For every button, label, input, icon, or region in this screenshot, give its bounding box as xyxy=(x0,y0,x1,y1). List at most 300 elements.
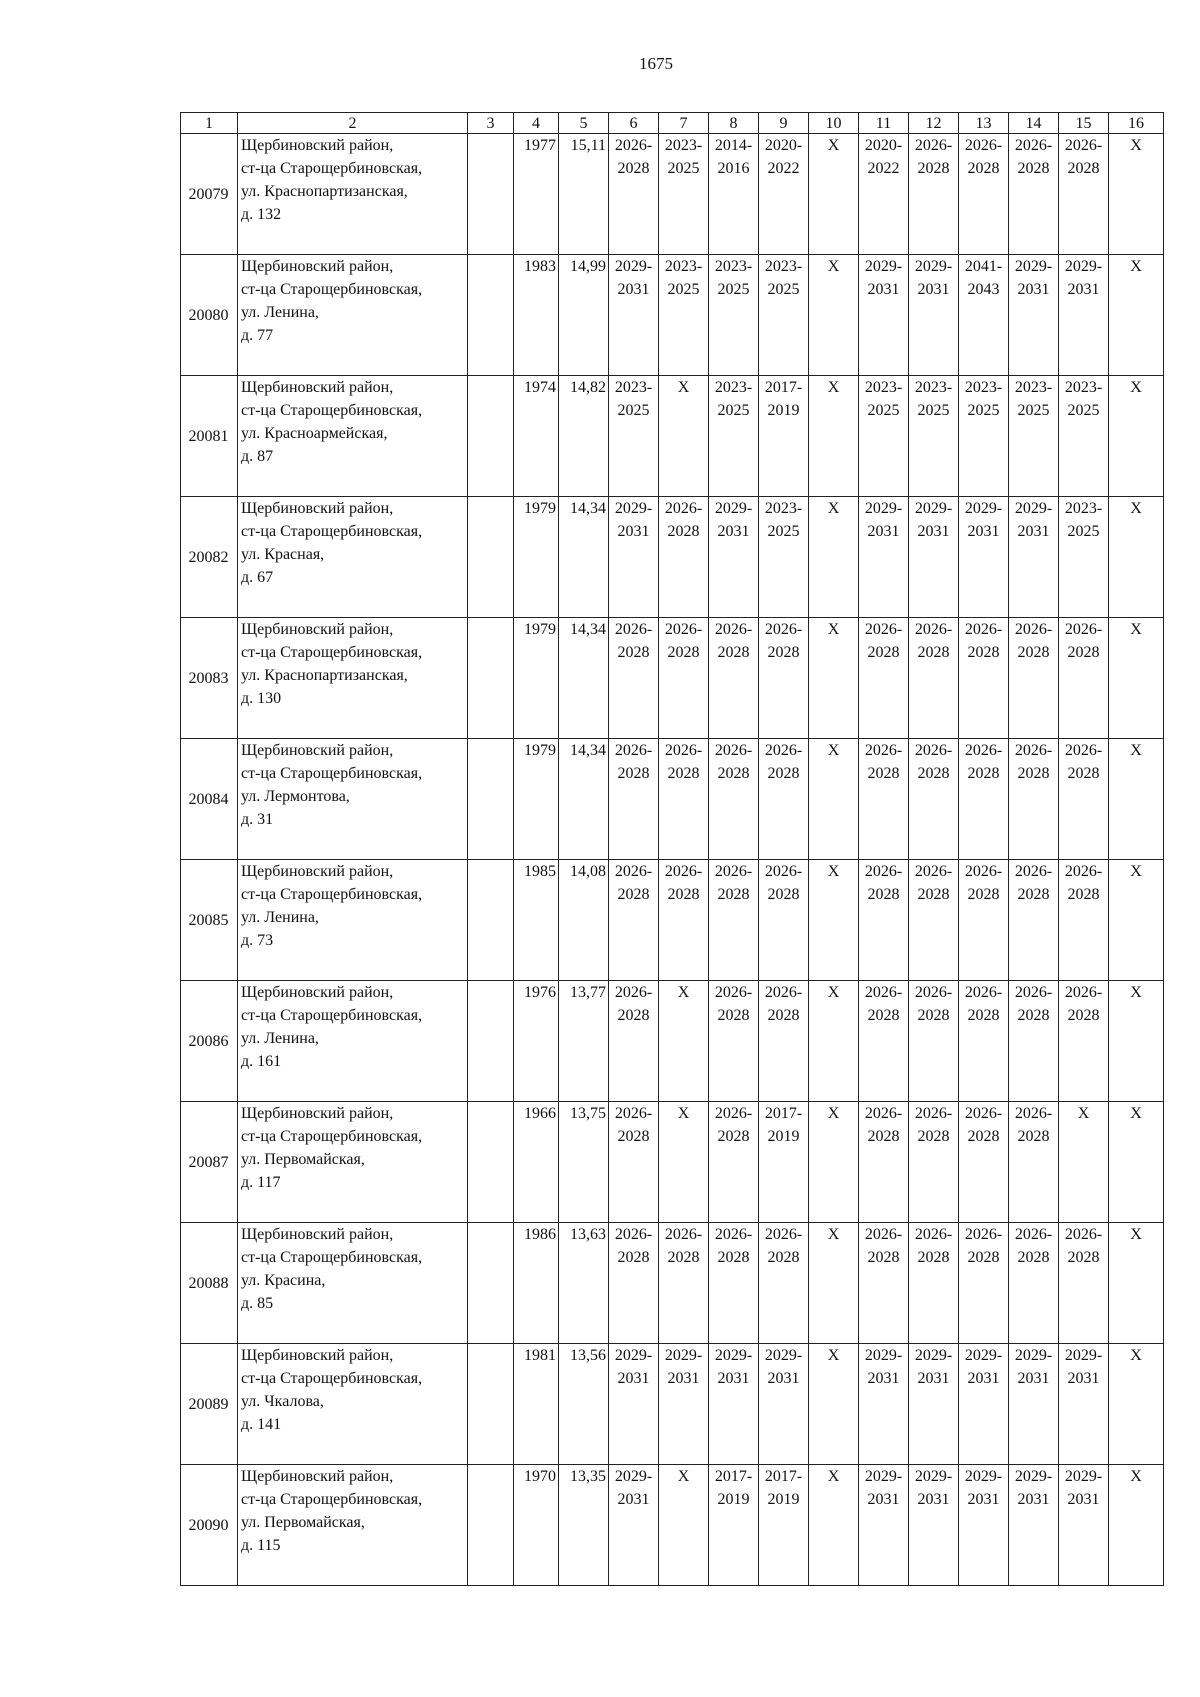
period-line: 2028 xyxy=(1017,886,1050,903)
period-line: 2026- xyxy=(664,863,703,880)
address-line: д. 73 xyxy=(241,932,274,949)
period-cell xyxy=(1059,134,1109,255)
period-cell xyxy=(1009,739,1059,860)
period-line: 2029- xyxy=(964,500,1003,517)
period-line: 2017- xyxy=(764,1468,803,1485)
address-line: Щербиновский район, xyxy=(241,1468,394,1485)
period-cell xyxy=(659,1344,709,1465)
address-line: ст-ца Старощербиновская, xyxy=(241,1370,423,1387)
value-cell: 14,34 xyxy=(559,618,609,739)
period-line: 2029- xyxy=(914,500,953,517)
period-cell xyxy=(859,860,909,981)
period-line: 2028 xyxy=(1067,644,1100,661)
period-line: 2026- xyxy=(964,621,1003,638)
period-line: 2026- xyxy=(714,621,753,638)
period-line: 2026- xyxy=(764,1226,803,1243)
period-line: 2028 xyxy=(1067,1007,1100,1024)
period-line: 2031 xyxy=(617,1370,650,1387)
period-line: 2026- xyxy=(1014,621,1053,638)
period-cell xyxy=(1109,1344,1164,1465)
period-line: 2026- xyxy=(1064,137,1103,154)
period-cell xyxy=(959,134,1009,255)
row-id: 20079 xyxy=(181,134,238,255)
row-id: 20089 xyxy=(181,1344,238,1465)
period-cell xyxy=(1109,618,1164,739)
address-line: Щербиновский район, xyxy=(241,1226,394,1243)
row-id: 20090 xyxy=(181,1465,238,1586)
period-line: 2026- xyxy=(764,742,803,759)
period-line: 2031 xyxy=(617,523,650,540)
period-line: X xyxy=(1130,1105,1142,1122)
address-line: ст-ца Старощербиновская, xyxy=(241,160,423,177)
period-cell xyxy=(959,739,1009,860)
col3-cell xyxy=(468,1102,514,1223)
period-line: X xyxy=(677,1105,690,1122)
col3-cell xyxy=(468,981,514,1102)
period-line: 2028 xyxy=(1067,765,1100,782)
row-id: 20085 xyxy=(181,860,238,981)
period-line: 2029- xyxy=(964,1468,1003,1485)
period-cell xyxy=(909,376,959,497)
address-line: Щербиновский район, xyxy=(241,863,394,880)
period-cell xyxy=(1009,1344,1059,1465)
period-line: X xyxy=(827,379,840,396)
period-cell xyxy=(759,1102,809,1223)
address-cell xyxy=(238,739,468,860)
period-cell xyxy=(609,1223,659,1344)
period-line: 2023- xyxy=(964,379,1003,396)
address-line: ст-ца Старощербиновская, xyxy=(241,402,423,419)
address-line: ст-ца Старощербиновская, xyxy=(241,523,423,540)
address-line: ул. Ленина, xyxy=(241,304,319,321)
period-cell xyxy=(609,1344,659,1465)
period-line: 2026- xyxy=(614,621,653,638)
row-id: 20081 xyxy=(181,376,238,497)
period-line: 2023- xyxy=(1064,379,1103,396)
column-header: 7 xyxy=(659,113,709,134)
period-line: 2025 xyxy=(1017,402,1050,419)
period-line: X xyxy=(1130,379,1142,396)
period-line: 2031 xyxy=(967,1370,1000,1387)
period-cell xyxy=(759,739,809,860)
period-cell xyxy=(1059,1102,1109,1223)
period-line: 2028 xyxy=(767,765,800,782)
column-header: 15 xyxy=(1059,113,1109,134)
address-cell xyxy=(238,1465,468,1586)
period-line: 2028 xyxy=(1017,160,1050,177)
value-cell: 13,35 xyxy=(559,1465,609,1586)
period-line: X xyxy=(827,1226,840,1243)
period-line: 2026- xyxy=(1014,137,1053,154)
period-cell xyxy=(909,981,959,1102)
value-cell: 14,08 xyxy=(559,860,609,981)
period-line: 2028 xyxy=(867,1128,900,1145)
period-line: 2022 xyxy=(767,160,800,177)
period-line: 2023- xyxy=(1014,379,1053,396)
row-id: 20080 xyxy=(181,255,238,376)
period-cell xyxy=(1109,1102,1164,1223)
period-line: X xyxy=(827,742,840,759)
period-line: 2026- xyxy=(864,863,903,880)
period-cell xyxy=(659,376,709,497)
period-line: 2022 xyxy=(867,160,900,177)
address-cell xyxy=(238,255,468,376)
period-line: 2031 xyxy=(1067,1491,1100,1508)
period-line: 2028 xyxy=(667,1249,700,1266)
period-line: X xyxy=(677,379,690,396)
period-line: 2028 xyxy=(617,1128,650,1145)
row-id: 20086 xyxy=(181,981,238,1102)
period-line: 2031 xyxy=(867,1491,900,1508)
year-cell: 1981 xyxy=(514,1344,559,1465)
period-line: 2029- xyxy=(864,1347,903,1364)
col3-cell xyxy=(468,497,514,618)
col3-cell xyxy=(468,739,514,860)
address-line: д. 130 xyxy=(241,690,282,707)
period-cell xyxy=(909,134,959,255)
period-cell xyxy=(909,1465,959,1586)
period-line: 2026- xyxy=(914,621,953,638)
period-cell xyxy=(859,618,909,739)
period-line: 2028 xyxy=(967,1249,1000,1266)
period-cell xyxy=(859,1102,909,1223)
period-cell xyxy=(1109,376,1164,497)
period-line: 2031 xyxy=(917,523,950,540)
period-line: 2026- xyxy=(1014,1226,1053,1243)
period-cell xyxy=(909,860,959,981)
address-line: ул. Красная, xyxy=(241,546,325,563)
period-cell xyxy=(859,1465,909,1586)
period-line: 2023- xyxy=(914,379,953,396)
period-line: 2017- xyxy=(714,1468,753,1485)
address-line: ул. Чкалова, xyxy=(241,1393,324,1410)
value-cell: 14,34 xyxy=(559,739,609,860)
column-header: 2 xyxy=(238,113,468,134)
table-row xyxy=(181,1465,1164,1586)
period-line: 2020- xyxy=(764,137,803,154)
period-line: 2028 xyxy=(967,1128,1000,1145)
period-cell xyxy=(1009,1465,1059,1586)
period-cell xyxy=(809,376,859,497)
period-line: 2025 xyxy=(667,160,700,177)
period-cell xyxy=(659,1223,709,1344)
period-cell xyxy=(909,1223,959,1344)
period-line: 2029- xyxy=(614,1347,653,1364)
period-line: 2025 xyxy=(617,402,650,419)
period-line: 2028 xyxy=(667,886,700,903)
period-line: X xyxy=(827,1347,840,1364)
table-row xyxy=(181,376,1164,497)
period-line: 2025 xyxy=(717,402,750,419)
period-line: 2028 xyxy=(767,1007,800,1024)
period-line: X xyxy=(1130,137,1142,154)
period-cell xyxy=(659,1102,709,1223)
period-line: 2023- xyxy=(714,258,753,275)
period-cell xyxy=(1009,134,1059,255)
period-line: 2026- xyxy=(964,1105,1003,1122)
period-line: 2028 xyxy=(717,886,750,903)
address-line: ст-ца Старощербиновская, xyxy=(241,1128,423,1145)
value-cell: 15,11 xyxy=(559,134,609,255)
address-line: д. 117 xyxy=(241,1174,281,1191)
period-line: 2026- xyxy=(714,863,753,880)
period-line: 2017- xyxy=(764,379,803,396)
period-line: 2026- xyxy=(1014,984,1053,1001)
period-line: X xyxy=(827,1468,840,1485)
period-line: 2026- xyxy=(614,863,653,880)
period-line: 2031 xyxy=(617,1491,650,1508)
period-line: 2023- xyxy=(664,258,703,275)
period-line: 2031 xyxy=(967,1491,1000,1508)
address-cell xyxy=(238,1102,468,1223)
address-cell xyxy=(238,981,468,1102)
table-row xyxy=(181,739,1164,860)
period-cell xyxy=(1059,981,1109,1102)
period-cell xyxy=(959,376,1009,497)
period-cell xyxy=(959,981,1009,1102)
period-line: 2025 xyxy=(867,402,900,419)
period-line: 2025 xyxy=(917,402,950,419)
year-cell: 1979 xyxy=(514,618,559,739)
period-cell xyxy=(809,860,859,981)
period-line: 2028 xyxy=(717,644,750,661)
address-line: д. 87 xyxy=(241,448,274,465)
table-row xyxy=(181,860,1164,981)
period-cell xyxy=(859,376,909,497)
row-id: 20087 xyxy=(181,1102,238,1223)
period-line: 2026- xyxy=(614,137,653,154)
period-line: 2028 xyxy=(617,1249,650,1266)
data-table xyxy=(180,112,1164,1586)
period-cell xyxy=(1059,1344,1109,1465)
period-cell xyxy=(609,1465,659,1586)
period-line: 2031 xyxy=(1017,1491,1050,1508)
period-line: 2023- xyxy=(764,500,803,517)
address-line: д. 85 xyxy=(241,1295,274,1312)
address-line: ст-ца Старощербиновская, xyxy=(241,1491,423,1508)
period-line: 2028 xyxy=(867,1007,900,1024)
row-id: 20088 xyxy=(181,1223,238,1344)
period-line: X xyxy=(1130,1347,1142,1364)
period-line: 2029- xyxy=(1064,258,1103,275)
period-cell xyxy=(1009,1223,1059,1344)
period-line: X xyxy=(827,500,840,517)
period-line: 2029- xyxy=(664,1347,703,1364)
address-cell xyxy=(238,134,468,255)
period-line: 2028 xyxy=(617,1007,650,1024)
period-line: X xyxy=(1130,500,1142,517)
period-line: 2028 xyxy=(917,644,950,661)
period-line: X xyxy=(827,621,840,638)
period-cell xyxy=(609,1102,659,1223)
period-line: 2031 xyxy=(867,1370,900,1387)
period-line: 2026- xyxy=(1064,742,1103,759)
period-line: 2026- xyxy=(864,1226,903,1243)
period-line: 2028 xyxy=(917,765,950,782)
period-line: 2029- xyxy=(614,258,653,275)
header-row xyxy=(181,113,1164,134)
year-cell: 1986 xyxy=(514,1223,559,1344)
period-line: 2028 xyxy=(1017,1007,1050,1024)
address-line: ул. Краснопартизанская, xyxy=(241,183,408,200)
column-header: 16 xyxy=(1109,113,1164,134)
period-line: 2028 xyxy=(617,160,650,177)
period-line: 2026- xyxy=(614,984,653,1001)
value-cell: 14,99 xyxy=(559,255,609,376)
period-line: 2029- xyxy=(1014,500,1053,517)
row-id: 20082 xyxy=(181,497,238,618)
period-cell xyxy=(1059,255,1109,376)
period-cell xyxy=(859,981,909,1102)
period-cell xyxy=(659,860,709,981)
address-line: Щербиновский район, xyxy=(241,742,394,759)
year-cell: 1970 xyxy=(514,1465,559,1586)
table-row xyxy=(181,981,1164,1102)
period-line: 2026- xyxy=(764,863,803,880)
period-cell xyxy=(1109,134,1164,255)
period-line: 2026- xyxy=(664,500,703,517)
period-line: X xyxy=(1130,258,1142,275)
period-cell xyxy=(1009,376,1059,497)
period-line: 2028 xyxy=(617,886,650,903)
period-line: 2028 xyxy=(767,644,800,661)
period-cell xyxy=(609,860,659,981)
period-line: 2029- xyxy=(1014,1468,1053,1485)
col3-cell xyxy=(468,1465,514,1586)
period-cell xyxy=(709,1102,759,1223)
page-number: 1675 xyxy=(639,54,673,73)
year-cell: 1976 xyxy=(514,981,559,1102)
period-line: X xyxy=(677,984,690,1001)
col3-cell xyxy=(468,1344,514,1465)
period-cell xyxy=(859,255,909,376)
period-cell xyxy=(759,860,809,981)
period-line: 2028 xyxy=(917,1007,950,1024)
period-line: 2031 xyxy=(767,1370,800,1387)
period-line: 2026- xyxy=(614,1226,653,1243)
address-line: д. 132 xyxy=(241,206,282,223)
period-cell xyxy=(609,618,659,739)
period-line: 2026- xyxy=(1064,863,1103,880)
period-line: X xyxy=(827,863,840,880)
period-line: 2031 xyxy=(1067,281,1100,298)
address-line: ст-ца Старощербиновская, xyxy=(241,281,423,298)
period-cell xyxy=(1109,981,1164,1102)
period-cell xyxy=(1059,618,1109,739)
period-cell xyxy=(1109,497,1164,618)
period-line: 2025 xyxy=(717,281,750,298)
period-cell xyxy=(909,497,959,618)
period-line: 2031 xyxy=(1017,281,1050,298)
address-line: Щербиновский район, xyxy=(241,984,394,1001)
period-line: 2026- xyxy=(914,1105,953,1122)
period-cell xyxy=(909,1102,959,1223)
period-line: 2028 xyxy=(617,765,650,782)
period-line: 2029- xyxy=(614,500,653,517)
period-cell xyxy=(759,1223,809,1344)
period-line: 2029- xyxy=(964,1347,1003,1364)
col3-cell xyxy=(468,134,514,255)
period-cell xyxy=(759,1344,809,1465)
period-cell xyxy=(759,618,809,739)
period-line: 2029- xyxy=(1014,258,1053,275)
period-cell xyxy=(659,739,709,860)
period-line: 2028 xyxy=(917,160,950,177)
address-line: д. 31 xyxy=(241,811,274,828)
period-line: 2026- xyxy=(664,621,703,638)
period-line: 2031 xyxy=(917,1370,950,1387)
period-line: 2029- xyxy=(864,500,903,517)
period-line: 2019 xyxy=(767,402,800,419)
period-line: 2029- xyxy=(914,1468,953,1485)
period-cell xyxy=(809,1344,859,1465)
period-line: 2020- xyxy=(864,137,903,154)
period-line: 2028 xyxy=(717,1007,750,1024)
period-cell xyxy=(1059,497,1109,618)
address-line: ул. Красина, xyxy=(241,1272,326,1289)
period-line: 2028 xyxy=(967,160,1000,177)
period-cell xyxy=(859,1344,909,1465)
period-line: 2026- xyxy=(1064,1226,1103,1243)
period-line: 2026- xyxy=(964,137,1003,154)
period-cell xyxy=(909,255,959,376)
column-header: 11 xyxy=(859,113,909,134)
period-line: 2029- xyxy=(1064,1468,1103,1485)
address-cell xyxy=(238,497,468,618)
period-line: 2028 xyxy=(1067,886,1100,903)
period-cell xyxy=(1009,497,1059,618)
period-cell xyxy=(759,981,809,1102)
period-cell xyxy=(659,618,709,739)
period-line: 2025 xyxy=(967,402,1000,419)
address-line: ул. Первомайская, xyxy=(241,1151,365,1168)
year-cell: 1979 xyxy=(514,739,559,860)
period-line: X xyxy=(1130,621,1142,638)
period-line: 2023- xyxy=(714,379,753,396)
period-cell xyxy=(1059,739,1109,860)
period-line: 2031 xyxy=(1067,1370,1100,1387)
address-line: ст-ца Старощербиновская, xyxy=(241,765,423,782)
period-line: 2028 xyxy=(667,765,700,782)
period-line: 2026- xyxy=(1014,863,1053,880)
period-cell xyxy=(859,739,909,860)
address-cell xyxy=(238,376,468,497)
period-line: 2025 xyxy=(667,281,700,298)
period-line: X xyxy=(1130,863,1142,880)
period-line: 2025 xyxy=(1067,523,1100,540)
period-line: 2026- xyxy=(964,984,1003,1001)
period-line: 2029- xyxy=(714,1347,753,1364)
period-cell xyxy=(659,255,709,376)
column-header: 3 xyxy=(468,113,514,134)
period-line: 2031 xyxy=(717,523,750,540)
period-cell xyxy=(759,376,809,497)
period-line: 2026- xyxy=(864,742,903,759)
period-line: 2026- xyxy=(1064,621,1103,638)
period-cell xyxy=(1109,1223,1164,1344)
period-line: 2026- xyxy=(714,1226,753,1243)
period-line: 2041- xyxy=(964,258,1003,275)
column-header: 9 xyxy=(759,113,809,134)
period-cell xyxy=(909,739,959,860)
period-line: 2019 xyxy=(767,1128,800,1145)
period-line: 2028 xyxy=(917,1249,950,1266)
period-line: X xyxy=(1077,1105,1090,1122)
period-cell xyxy=(809,1102,859,1223)
col3-cell xyxy=(468,255,514,376)
period-cell xyxy=(1059,376,1109,497)
period-cell xyxy=(1109,1465,1164,1586)
